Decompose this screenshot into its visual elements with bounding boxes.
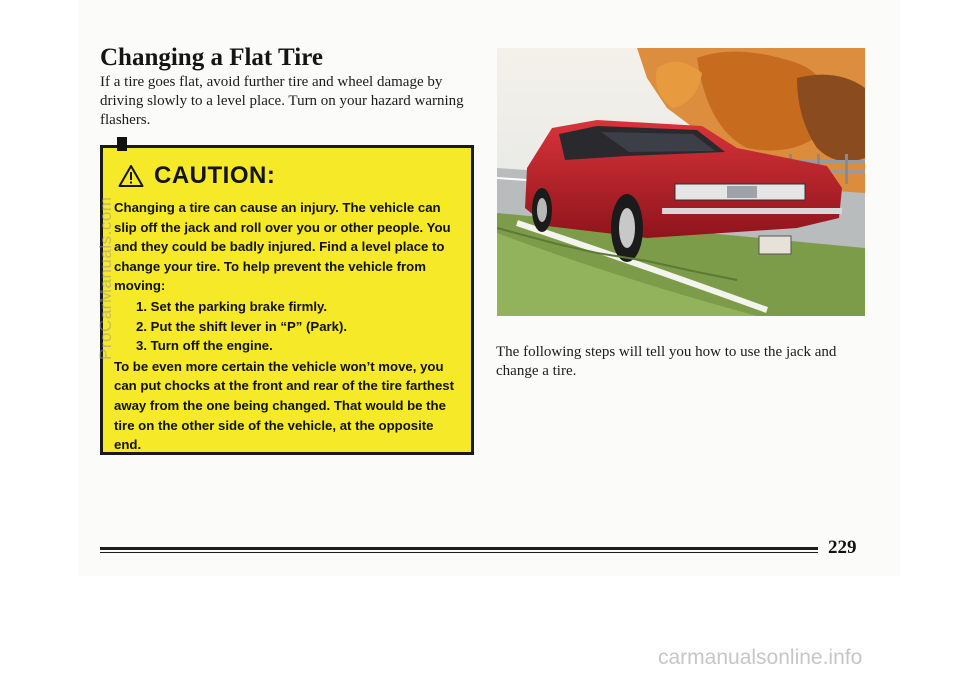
footer-rule <box>100 547 818 550</box>
caution-step: 1. Set the parking brake firmly. <box>136 298 328 314</box>
caution-paragraph-2: To be even more certain the vehicle won’t move, you can put chocks at the front and rear of the tire farthest away from the one being changed. That would be the tire on the other side of the vehicle, at the opposite end. <box>114 358 455 453</box>
warning-triangle-icon <box>118 164 144 188</box>
footer-rule-thin <box>100 552 818 553</box>
caution-step: 3. Turn off the engine. <box>136 338 273 354</box>
caution-label: CAUTION: <box>154 162 276 189</box>
caution-paragraph-1: Changing a tire can cause an injury. The vehicle can slip off the jack and roll over you or other people. You and they could be badly injured. Find a level place to change your tire. To help prevent the vehicle from moving: <box>114 200 451 294</box>
caution-step: 2. Put the shift lever in “P” (Park). <box>136 318 348 334</box>
caution-heading <box>118 162 275 190</box>
side-watermark: ProCarManuals.com <box>96 196 115 360</box>
bottom-watermark: carmanualsonline.info <box>658 646 863 669</box>
intro-paragraph: If a tire goes flat, avoid further tire and wheel damage by driving slowly to a level place. Turn on your hazard warning flashers. <box>100 74 464 128</box>
caution-steps <box>114 297 462 356</box>
page-title: Changing a Flat Tire <box>100 44 323 71</box>
section-marker <box>117 137 127 151</box>
page-number: 229 <box>828 537 857 558</box>
caution-text <box>114 198 462 455</box>
car-illustration <box>497 48 865 316</box>
steps-intro: The following steps will tell you how to use the jack and change a tire. <box>496 344 837 379</box>
